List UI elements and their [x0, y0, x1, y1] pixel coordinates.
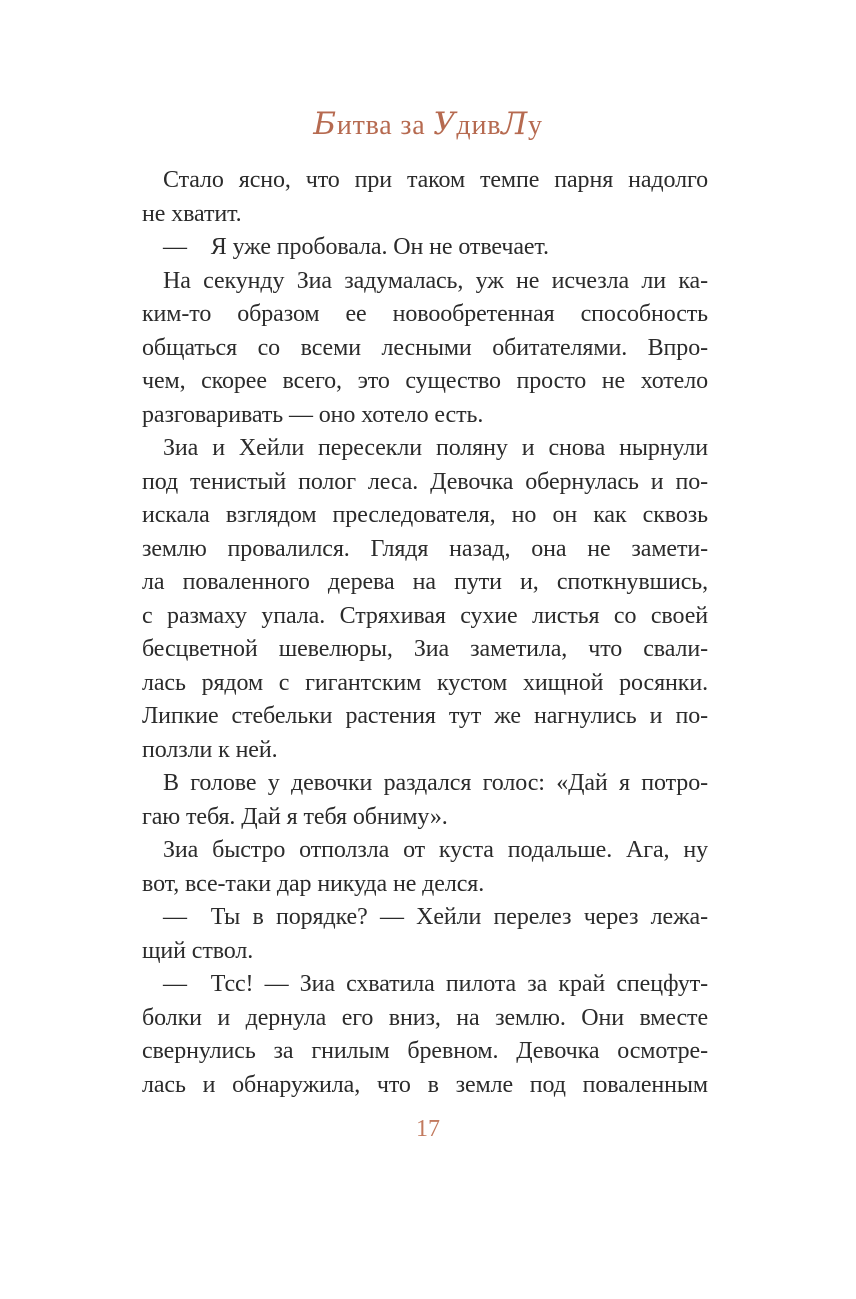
paragraph [142, 767, 708, 834]
page-number: 17 [416, 1116, 440, 1142]
text-line: под тенистый полог леса. Девочка обернулась и по- [142, 468, 708, 495]
text-line: ким-то образом ее новообретенная способность [142, 301, 708, 327]
text-line: ла поваленного дерева на пути и, споткнувшись, [142, 569, 708, 595]
text-line: землю провалился. Глядя назад, она не замети- [142, 535, 708, 562]
text-line: Стало ясно, что при таком темпе парня надолго [163, 167, 708, 193]
paragraph [142, 432, 708, 767]
paragraph-dialogue [142, 968, 708, 1102]
running-header-text: итва за [336, 110, 434, 141]
paragraph [142, 164, 708, 231]
text-line: На секунду Зиа задумалась, уж не исчезла ли ка- [163, 267, 708, 294]
text-line: ползли к ней. [142, 736, 278, 763]
text-line: — Я уже пробовала. Он не отвечает. [163, 234, 549, 260]
text-line: чем, скорее всего, это существо просто не хотело [142, 368, 708, 394]
running-header-text: див [456, 110, 502, 141]
text-line: общаться со всеми лесными обитателями. Впро- [142, 334, 708, 361]
text-line: не хватит. [142, 200, 242, 227]
paragraph [142, 834, 708, 901]
body-text-block [142, 164, 708, 1102]
text-line: бесцветной шевелюры, Зиа заметила, что свали- [142, 636, 708, 662]
running-header-swash-cap: Б [313, 106, 337, 142]
text-line: — Ты в порядке? — Хейли перелез через лежа- [163, 904, 708, 930]
text-line: искала взглядом преследователя, но он как сквозь [142, 502, 708, 528]
text-line: Зиа и Хейли пересекли поляну и снова нырнули [163, 435, 708, 461]
text-line: с размаху упала. Стряхивая сухие листья со своей [142, 602, 708, 629]
running-header-swash-cap: Л [501, 106, 528, 142]
running-header-text: у [527, 110, 543, 141]
text-line: — Тсс! — Зиа схватила пилота за край спецфут- [163, 971, 708, 997]
text-line: гаю тебя. Дай я тебя обниму». [142, 803, 448, 830]
text-line: Зиа быстро отползла от куста подальше. Ага, ну [163, 837, 708, 863]
paragraph-dialogue [142, 231, 708, 265]
running-header [0, 106, 856, 144]
text-line: щий ствол. [142, 937, 254, 964]
paragraph [142, 265, 708, 433]
text-line: вот, все-таки дар никуда не делся. [142, 870, 485, 897]
text-line: Липкие стебельки растения тут же нагнулись и по- [142, 703, 708, 729]
paragraph-dialogue [142, 901, 708, 968]
text-line: разговаривать — оно хотело есть. [142, 401, 484, 428]
text-line: лась и обнаружила, что в земле под поваленным [142, 1071, 708, 1098]
running-header-swash-cap: У [433, 106, 457, 142]
text-line: В голове у девочки раздался голос: «Дай я потро- [163, 770, 708, 796]
text-line: лась рядом с гигантским кустом хищной росянки. [142, 669, 708, 696]
text-line: болки и дернула его вниз, на землю. Они вместе [142, 1004, 708, 1031]
text-line: свернулись за гнилым бревном. Девочка осмотре- [142, 1038, 708, 1064]
